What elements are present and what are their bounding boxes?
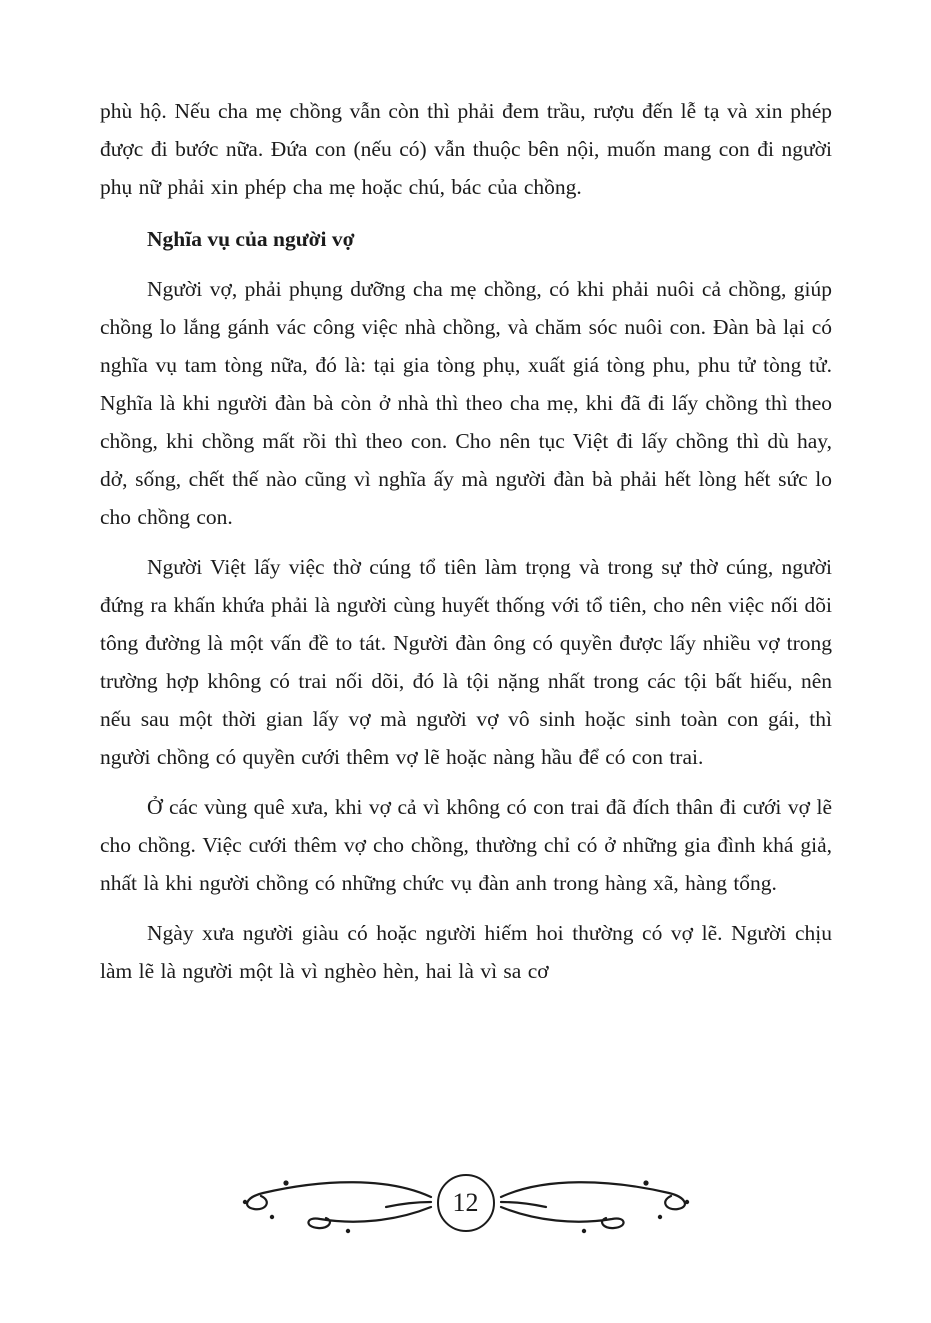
flourish-right-icon <box>499 1163 704 1243</box>
paragraph: Người Việt lấy việc thờ cúng tổ tiên làm trọng và trong sự thờ cúng, người đứng ra khấn khứa phải là người cùng huyết thống với tổ tiên, cho nên việc nối dõi tông đường là một vấn đề to tát. Người đàn ông có quyền được lấy nhiều vợ trong trường hợp không có trai nối dõi, đó là tội nặng nhất trong các tội bất hiếu, nên nếu sau một thời gian lấy vợ mà người vợ vô sinh hoặc sinh toàn con gái, thì người chồng có quyền cưới thêm vợ lẽ hoặc nàng hầu để có con trai. <box>100 555 832 769</box>
text-block <box>100 92 832 990</box>
paragraph: Ở các vùng quê xưa, khi vợ cả vì không có con trai đã đích thân đi cưới vợ lẽ cho chồng. Việc cưới thêm vợ cho chồng, thường chỉ có ở những gia đình khá giả, nhất là khi người chồng có những chức vụ đàn anh trong hàng xã, hàng tổng. <box>100 795 832 895</box>
paragraph: phù hộ. Nếu cha mẹ chồng vẫn còn thì phải đem trầu, rượu đến lễ tạ và xin phép được đi bước nữa. Đứa con (nếu có) vẫn thuộc bên nội, muốn mang con đi người phụ nữ phải xin phép cha mẹ hoặc chú, bác của chồng. <box>100 99 832 199</box>
paragraph: Ngày xưa người giàu có hoặc người hiếm hoi thường có vợ lẽ. Người chịu làm lẽ là người một là vì nghèo hèn, hai là vì sa cơ <box>100 921 832 983</box>
page-number: 12 <box>452 1188 479 1217</box>
page-number-badge <box>437 1174 495 1232</box>
paragraph: Người vợ, phải phụng dưỡng cha mẹ chồng, có khi phải nuôi cả chồng, giúp chồng lo lắng gánh vác công việc nhà chồng, và chăm sóc nuôi con. Đàn bà lại có nghĩa vụ tam tòng nữa, đó là: tại gia tòng phụ, xuất giá tòng phu, phu tử tòng tử. Nghĩa là khi người đàn bà còn ở nhà thì theo cha mẹ, khi đã đi lấy chồng thì theo chồng, khi chồng mất rồi thì theo con. Cho nên tục Việt đi lấy chồng thì dù hay, dở, sống, chết thế nào cũng vì nghĩa ấy mà người đàn bà phải hết lòng hết sức lo cho chồng con. <box>100 277 832 529</box>
flourish-left-icon <box>228 1163 433 1243</box>
section-heading: Nghĩa vụ của người vợ <box>147 227 355 251</box>
page-footer <box>0 1158 931 1248</box>
